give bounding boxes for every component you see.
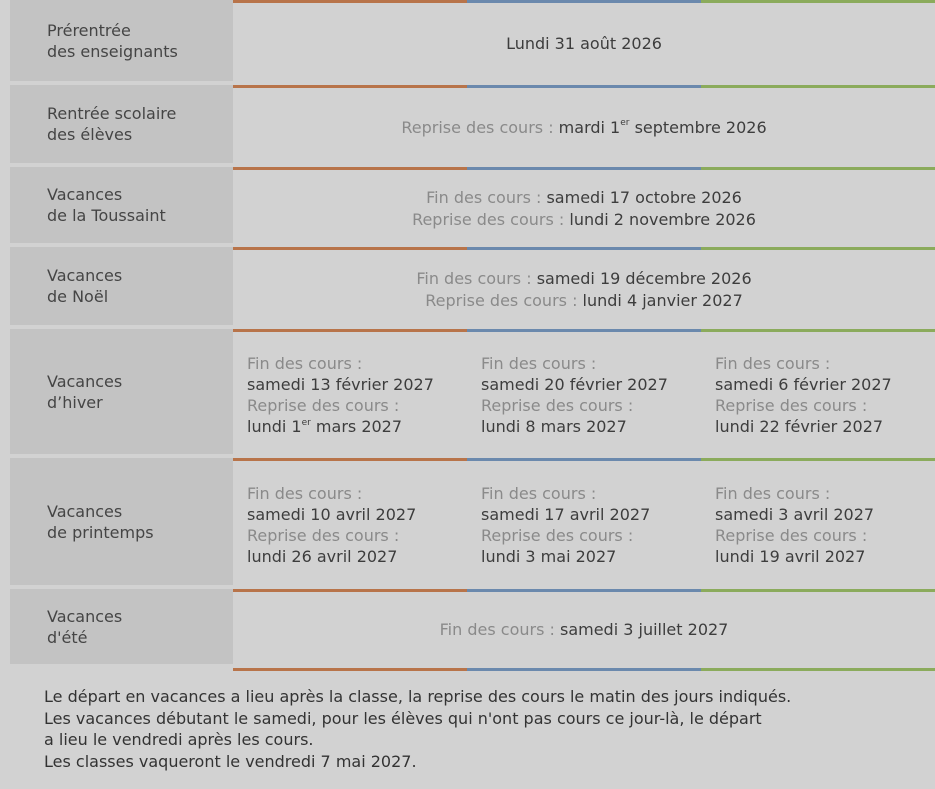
row-label-line2: de la Toussaint: [47, 206, 166, 225]
fin-label: Fin des cours :: [481, 484, 597, 503]
fin-label: Fin des cours :: [426, 187, 547, 207]
fin-label: Fin des cours :: [416, 268, 537, 288]
date-value: mardi 1: [558, 117, 621, 137]
row-ete: [10, 589, 935, 668]
footer-line: Le départ en vacances a lieu après la classe, la reprise des cours le matin des jours indiqués.: [44, 687, 792, 706]
fin-value: samedi 17 octobre 2026: [546, 187, 742, 207]
row-label-line1: Vacances: [47, 266, 123, 285]
row-label: [10, 85, 233, 167]
footer-line: Les classes vaqueront le vendredi 7 mai 2027.: [44, 751, 417, 771]
row-content: [233, 0, 935, 85]
reprise-value: lundi 3 mai 2027: [481, 547, 617, 566]
date-value: Lundi 31 août 2026: [506, 34, 662, 53]
row-label: [10, 458, 233, 589]
fin-label: Fin des cours :: [247, 484, 363, 503]
ordinal-sup: er: [301, 417, 311, 428]
row-label-line2: d'été: [47, 627, 88, 647]
row-label-line1: Vacances: [47, 501, 123, 521]
row-content: [233, 167, 935, 247]
row-label: [10, 329, 233, 458]
row-label-line1: Vacances: [47, 371, 123, 391]
fin-value: samedi 19 décembre 2026: [536, 268, 752, 288]
reprise-label: Reprise des cours :: [247, 396, 400, 415]
fin-value: samedi 20 février 2027: [481, 375, 668, 394]
date-value-tail: septembre 2026: [629, 117, 767, 137]
reprise-label: Reprise des cours :: [715, 526, 868, 545]
zone-c-cell: [701, 353, 935, 437]
reprise-label: Reprise des cours :: [425, 290, 583, 310]
reprise-value: lundi 8 mars 2027: [481, 417, 627, 436]
fin-label: Fin des cours :: [247, 354, 363, 373]
zone-b-cell: [467, 353, 701, 437]
fin-label: Fin des cours :: [715, 354, 831, 373]
row-prerentree: [10, 0, 935, 85]
reprise-label: Reprise des cours :: [715, 396, 868, 415]
footer-line: a lieu le vendredi après les cours.: [44, 730, 314, 749]
fin-label: Fin des cours :: [481, 354, 597, 373]
reprise-value: lundi 19 avril 2027: [715, 547, 866, 566]
fin-value: samedi 13 février 2027: [247, 375, 434, 394]
fin-value: samedi 3 avril 2027: [715, 505, 875, 524]
row-label-line1: Vacances: [47, 185, 123, 204]
ordinal-sup: er: [620, 118, 630, 129]
row-label-line1: Rentrée scolaire: [47, 104, 177, 123]
row-label: [10, 167, 233, 247]
zone-c-cell: [701, 483, 935, 567]
reprise-label: Reprise des cours :: [481, 396, 634, 415]
reprise-value: lundi 4 janvier 2027: [582, 290, 743, 310]
row-label-line2: des enseignants: [47, 41, 178, 61]
row-content: [233, 589, 935, 668]
reprise-label: Reprise des cours :: [481, 526, 634, 545]
reprise-value-tail: mars 2027: [310, 417, 403, 436]
reprise-value: lundi 26 avril 2027: [247, 547, 398, 566]
row-label-line2: de Noël: [47, 287, 109, 306]
row-label: [10, 0, 233, 85]
row-content: [233, 329, 935, 458]
row-printemps: [10, 458, 935, 589]
reprise-value: lundi 2 novembre 2026: [569, 209, 756, 229]
row-rentree-eleves: [10, 85, 935, 167]
reprise-value: lundi 22 février 2027: [715, 417, 884, 436]
row-label-line2: des élèves: [47, 125, 133, 144]
row-content: [233, 247, 935, 329]
reprise-value: lundi 1: [247, 417, 302, 436]
reprise-label: Reprise des cours :: [401, 117, 559, 137]
zone-color-bar-bottom: [233, 668, 935, 671]
reprise-label: Reprise des cours :: [412, 209, 570, 229]
row-hiver: [10, 329, 935, 458]
row-label-line1: Vacances: [47, 606, 123, 626]
row-content: [233, 85, 935, 167]
footer-notes: [44, 686, 791, 772]
row-label-line2: de printemps: [47, 522, 154, 542]
row-toussaint: [10, 167, 935, 247]
fin-value: samedi 17 avril 2027: [481, 505, 651, 524]
footer-line: Les vacances débutant le samedi, pour les élèves qui n'ont pas cours ce jour-là, le départ: [44, 708, 762, 728]
fin-label: Fin des cours :: [715, 484, 831, 503]
fin-label: Fin des cours :: [439, 620, 560, 639]
row-noel: [10, 247, 935, 329]
row-label-line1: Prérentrée: [47, 20, 131, 40]
fin-value: samedi 6 février 2027: [715, 375, 892, 394]
calendar-table: [10, 0, 935, 668]
row-label: [10, 589, 233, 668]
row-content: [233, 458, 935, 589]
reprise-label: Reprise des cours :: [247, 526, 400, 545]
row-label: [10, 247, 233, 329]
fin-value: samedi 10 avril 2027: [247, 505, 417, 524]
zone-a-cell: [233, 353, 467, 437]
zone-a-cell: [233, 483, 467, 567]
fin-value: samedi 3 juillet 2027: [559, 620, 729, 639]
row-label-line2: d’hiver: [47, 392, 103, 412]
reprise-value-wrap: [247, 416, 467, 437]
zone-b-cell: [467, 483, 701, 567]
